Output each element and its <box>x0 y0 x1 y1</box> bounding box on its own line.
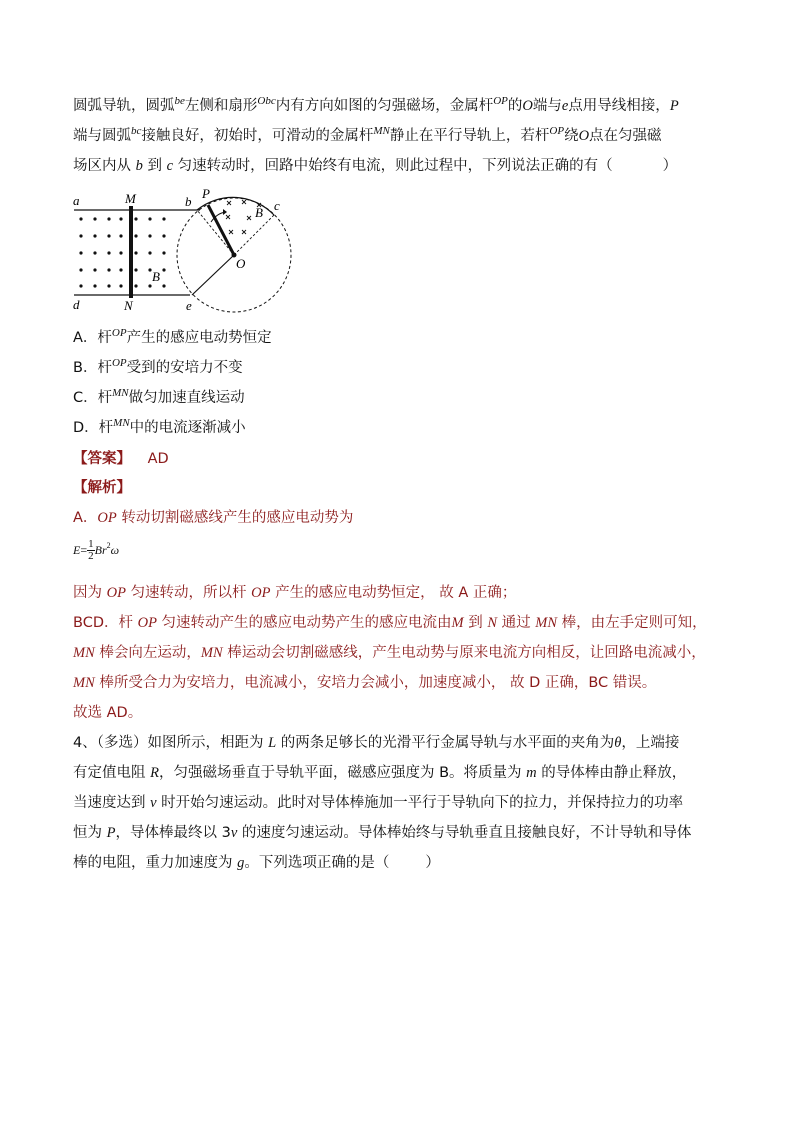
label-d: d <box>73 297 80 312</box>
answer-value: AD <box>147 451 169 467</box>
solution-line-4: MN 棒会向左运动，MN 棒运动会切割磁感线，产生电动势与原来电流方向相反，让回路电流减小， <box>73 645 706 661</box>
answer-line <box>73 449 169 469</box>
sector-edge-oc <box>234 215 274 255</box>
label-c: c <box>274 198 280 213</box>
q4-line-1: 4、（多选）如图所示，相距为 L 的两条足够长的光滑平行金属导轨与水平面的夹角为θ，上端接 <box>73 735 680 751</box>
q4-line-2: 有定值电阻 R，匀强磁场垂直于导轨平面，磁感应强度为 B。将质量为 m 的导体棒由静止释放， <box>73 765 687 781</box>
analysis-label-line <box>73 478 131 498</box>
rotation-arrowhead <box>223 209 227 215</box>
label-b: b <box>185 194 192 209</box>
label-m: M <box>125 191 136 206</box>
formula-line: E= $\frac{1}{2}$ Br$^2$ω <box>73 537 120 562</box>
label-b-sector: B <box>255 205 263 220</box>
analysis-label: 【解析】 <box>73 480 131 496</box>
label-p: P <box>202 186 210 201</box>
q3-stem-line-1: 圆弧导轨，圆弧$^{be}$左侧和扇形$^{Obc}$内有方向如图的匀强磁场，金属杆$^{OP}$的O端与e点用导线相接，P <box>73 95 679 114</box>
option-c: C．杆$^{MN}$做匀加速直线运动 <box>73 387 245 406</box>
label-e: e <box>186 298 192 313</box>
q3-stem-line-3: 场区内从 b 到 c 匀速转动时，回路中始终有电流，则此过程中，下列说法正确的有（ ） <box>73 158 678 174</box>
q4-line-4: 恒为 P，导体棒最终以 3v 的速度匀速运动。导体棒始终与导轨垂直且接触良好，不计导轨和导体 <box>73 825 692 841</box>
solution-line-3: BCD．杆 OP 匀速转动产生的感应电动势产生的感应电流由M 到 N 通过 MN 棒，由左手定则可知， <box>73 615 707 631</box>
q3-stem-line-2: 端与圆弧$^{bc}$接触良好，初始时，可滑动的金属杆$^{MN}$静止在平行导轨上，若杆$^{OP}$绕O点在匀强磁 <box>73 125 662 144</box>
option-d: D．杆$^{MN}$中的电流逐渐减小 <box>73 417 246 436</box>
label-o: O <box>236 256 246 271</box>
solution-line-6: 故选 AD。 <box>73 705 143 721</box>
circuit-diagram <box>70 186 300 316</box>
answer-label: 【答案】 <box>73 451 131 467</box>
option-b: B．杆$^{OP}$受到的安培力不变 <box>73 357 243 376</box>
q4-line-3: 当速度达到 v 时开始匀速运动。此时对导体棒施加一平行于导轨向下的拉力，并保持拉力的功率 <box>73 795 684 811</box>
solution-line-2: 因为 OP 匀速转动，所以杆 OP 产生的感应电动势恒定， 故 A 正确； <box>73 585 517 601</box>
label-n: N <box>124 298 133 313</box>
option-a: A．杆$^{OP}$产生的感应电动势恒定 <box>73 327 272 346</box>
label-b-left: B <box>152 269 160 284</box>
q4-line-5: 棒的电阻，重力加速度为 g。下列选项正确的是（ ） <box>73 855 440 871</box>
rod-mn <box>129 206 133 298</box>
label-a: a <box>73 193 80 208</box>
wire-oe <box>192 255 234 295</box>
solution-line-5: MN 棒所受合力为安培力，电流减小，安培力会减小，加速度减小， 故 D 正确，BC 错误。 <box>73 675 657 691</box>
rod-op <box>208 205 234 255</box>
solution-line-1: A．OP 转动切割磁感线产生的感应电动势为 <box>73 510 354 526</box>
